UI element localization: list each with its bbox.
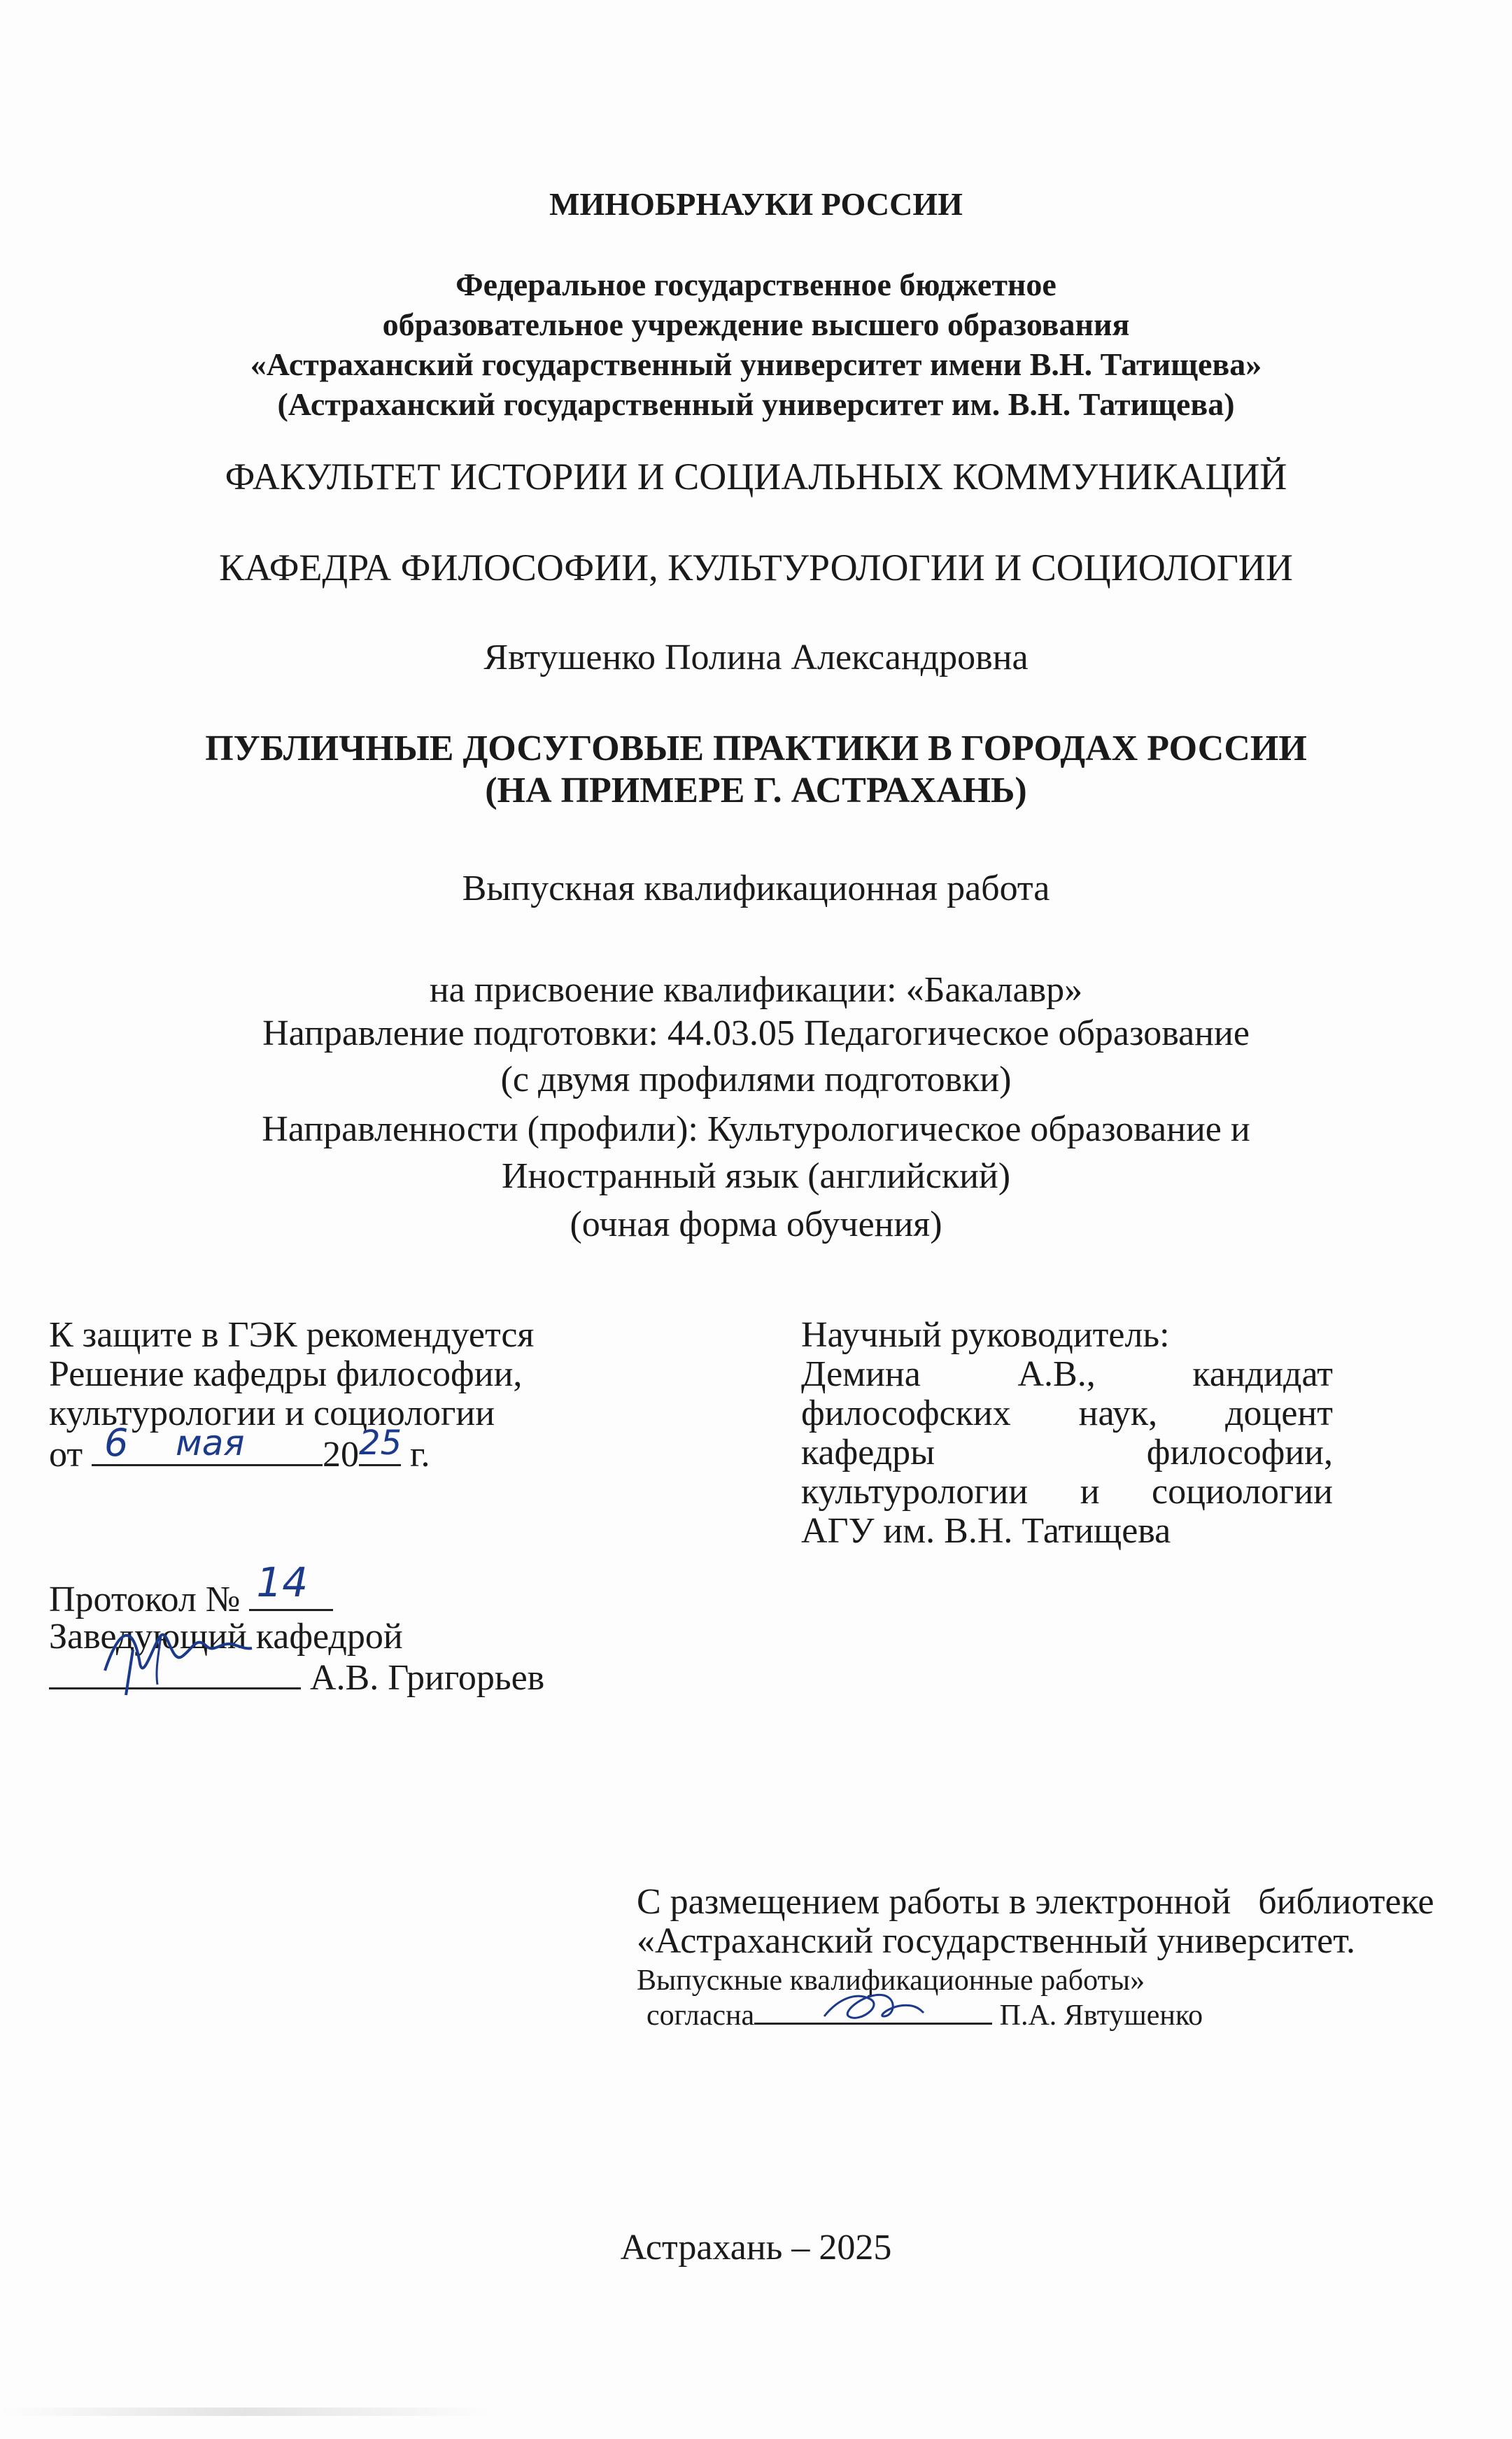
consent-name: П.А. Явтушенко bbox=[999, 1999, 1203, 2032]
date-suffix: г. bbox=[410, 1435, 430, 1475]
handwritten-year: 25 bbox=[359, 1424, 402, 1463]
thesis-title-line-1: ПУБЛИЧНЫЕ ДОСУГОВЫЕ ПРАКТИКИ В ГОРОДАХ РОССИИ bbox=[205, 729, 1307, 768]
supervisor-row-1 bbox=[801, 1355, 1333, 1394]
supervisor-word: кафедры bbox=[801, 1433, 935, 1472]
supervisor-row-2 bbox=[801, 1394, 1333, 1433]
supervisor-label: Научный руководитель: bbox=[801, 1315, 1170, 1355]
consent-signature-blank bbox=[754, 1997, 992, 2025]
head-name: А.В. Григорьев bbox=[310, 1658, 545, 1698]
institution-line-2: образовательное учреждение высшего образования bbox=[382, 307, 1130, 342]
date-blank bbox=[92, 1421, 323, 1466]
defense-block bbox=[49, 1315, 535, 1475]
faculty-name: ФАКУЛЬТЕТ ИСТОРИИ И СОЦИАЛЬНЫХ КОММУНИКАЦИЙ bbox=[225, 456, 1287, 498]
protocol-line bbox=[49, 1559, 544, 1619]
supervisor-word: культурологии bbox=[801, 1472, 1029, 1512]
defense-line-3: культурологии и социологии bbox=[49, 1393, 495, 1433]
author-name: Явтушенко Полина Александровна bbox=[483, 638, 1029, 677]
head-signature-icon bbox=[91, 1615, 259, 1699]
consent-label: согласна bbox=[647, 1999, 755, 2032]
head-signature-blank bbox=[49, 1657, 301, 1689]
head-signature-line bbox=[49, 1657, 544, 1696]
supervisor-word: философии, bbox=[1146, 1433, 1333, 1472]
defense-date-line bbox=[49, 1421, 534, 1475]
date-prefix: от bbox=[49, 1435, 83, 1475]
library-line-2: «Астраханский государственный университет. bbox=[637, 1921, 1356, 1961]
supervisor-row-3 bbox=[801, 1433, 1333, 1472]
supervisor-word: философских bbox=[801, 1393, 1011, 1433]
supervisor-word: доцент bbox=[1225, 1393, 1333, 1433]
qualification-line-6: (очная форма обучения) bbox=[570, 1204, 942, 1244]
qualification-line-1: на присвоение квалификации: «Бакалавр» bbox=[429, 970, 1083, 1010]
qualification-line-3: (с двумя профилями подготовки) bbox=[500, 1060, 1012, 1099]
qualification-line-2: Направление подготовки: 44.03.05 Педагогическое образование bbox=[262, 1013, 1250, 1053]
author-signature-icon bbox=[817, 1978, 929, 2034]
year-blank bbox=[359, 1424, 402, 1466]
supervisor-word: А.В., bbox=[1017, 1354, 1096, 1394]
head-label: Заведующий кафедрой bbox=[49, 1617, 403, 1657]
handwritten-protocol-number: 14 bbox=[256, 1559, 309, 1606]
date-year-prefix: 20 bbox=[323, 1435, 360, 1475]
qualification-line-4: Направленности (профили): Культурологическое образование и bbox=[262, 1109, 1250, 1149]
qualification-line-5: Иностранный язык (английский) bbox=[501, 1156, 1011, 1196]
defense-line-2: Решение кафедры философии, bbox=[49, 1354, 523, 1394]
library-line-3: Выпускные квалификационные работы» bbox=[637, 1964, 1145, 1997]
protocol-label: Протокол № bbox=[49, 1580, 241, 1619]
scan-artifact-bar bbox=[0, 2408, 490, 2416]
supervisor-word: Демина bbox=[801, 1354, 921, 1394]
library-line-1: С размещением работы в электронной библиотеке bbox=[637, 1882, 1434, 1922]
ministry-title: МИНОБРНАУКИ РОССИИ bbox=[549, 186, 963, 222]
institution-line-3: «Астраханский государственный университет имени В.Н. Татищева» bbox=[250, 346, 1262, 382]
department-name: КАФЕДРА ФИЛОСОФИИ, КУЛЬТУРОЛОГИИ И СОЦИОЛОГИИ bbox=[219, 547, 1293, 589]
protocol-blank bbox=[249, 1559, 333, 1611]
supervisor-word: кандидат bbox=[1192, 1354, 1333, 1394]
institution-line-1: Федеральное государственное бюджетное bbox=[455, 267, 1057, 302]
supervisor-last-line: АГУ им. В.Н. Татищева bbox=[801, 1511, 1171, 1551]
handwritten-month: мая bbox=[176, 1423, 245, 1463]
handwritten-day: 6 bbox=[104, 1421, 129, 1465]
defense-line-1: К защите в ГЭК рекомендуется bbox=[49, 1315, 535, 1355]
supervisor-block bbox=[801, 1316, 1333, 1551]
supervisor-word: наук, bbox=[1078, 1393, 1158, 1433]
supervisor-word: социологии bbox=[1152, 1472, 1333, 1512]
supervisor-word: и bbox=[1080, 1472, 1100, 1512]
library-consent-block bbox=[637, 1883, 1434, 2031]
city-year: Астрахань – 2025 bbox=[620, 2228, 892, 2268]
protocol-block bbox=[49, 1559, 545, 1698]
thesis-title-line-2: (НА ПРИМЕРЕ Г. АСТРАХАНЬ) bbox=[485, 771, 1027, 810]
supervisor-row-4 bbox=[801, 1472, 1333, 1512]
work-type: Выпускная квалификационная работа bbox=[462, 869, 1050, 908]
library-consent-line bbox=[637, 1996, 1434, 2031]
institution-line-4: (Астраханский государственный университет им. В.Н. Татищева) bbox=[277, 386, 1235, 422]
